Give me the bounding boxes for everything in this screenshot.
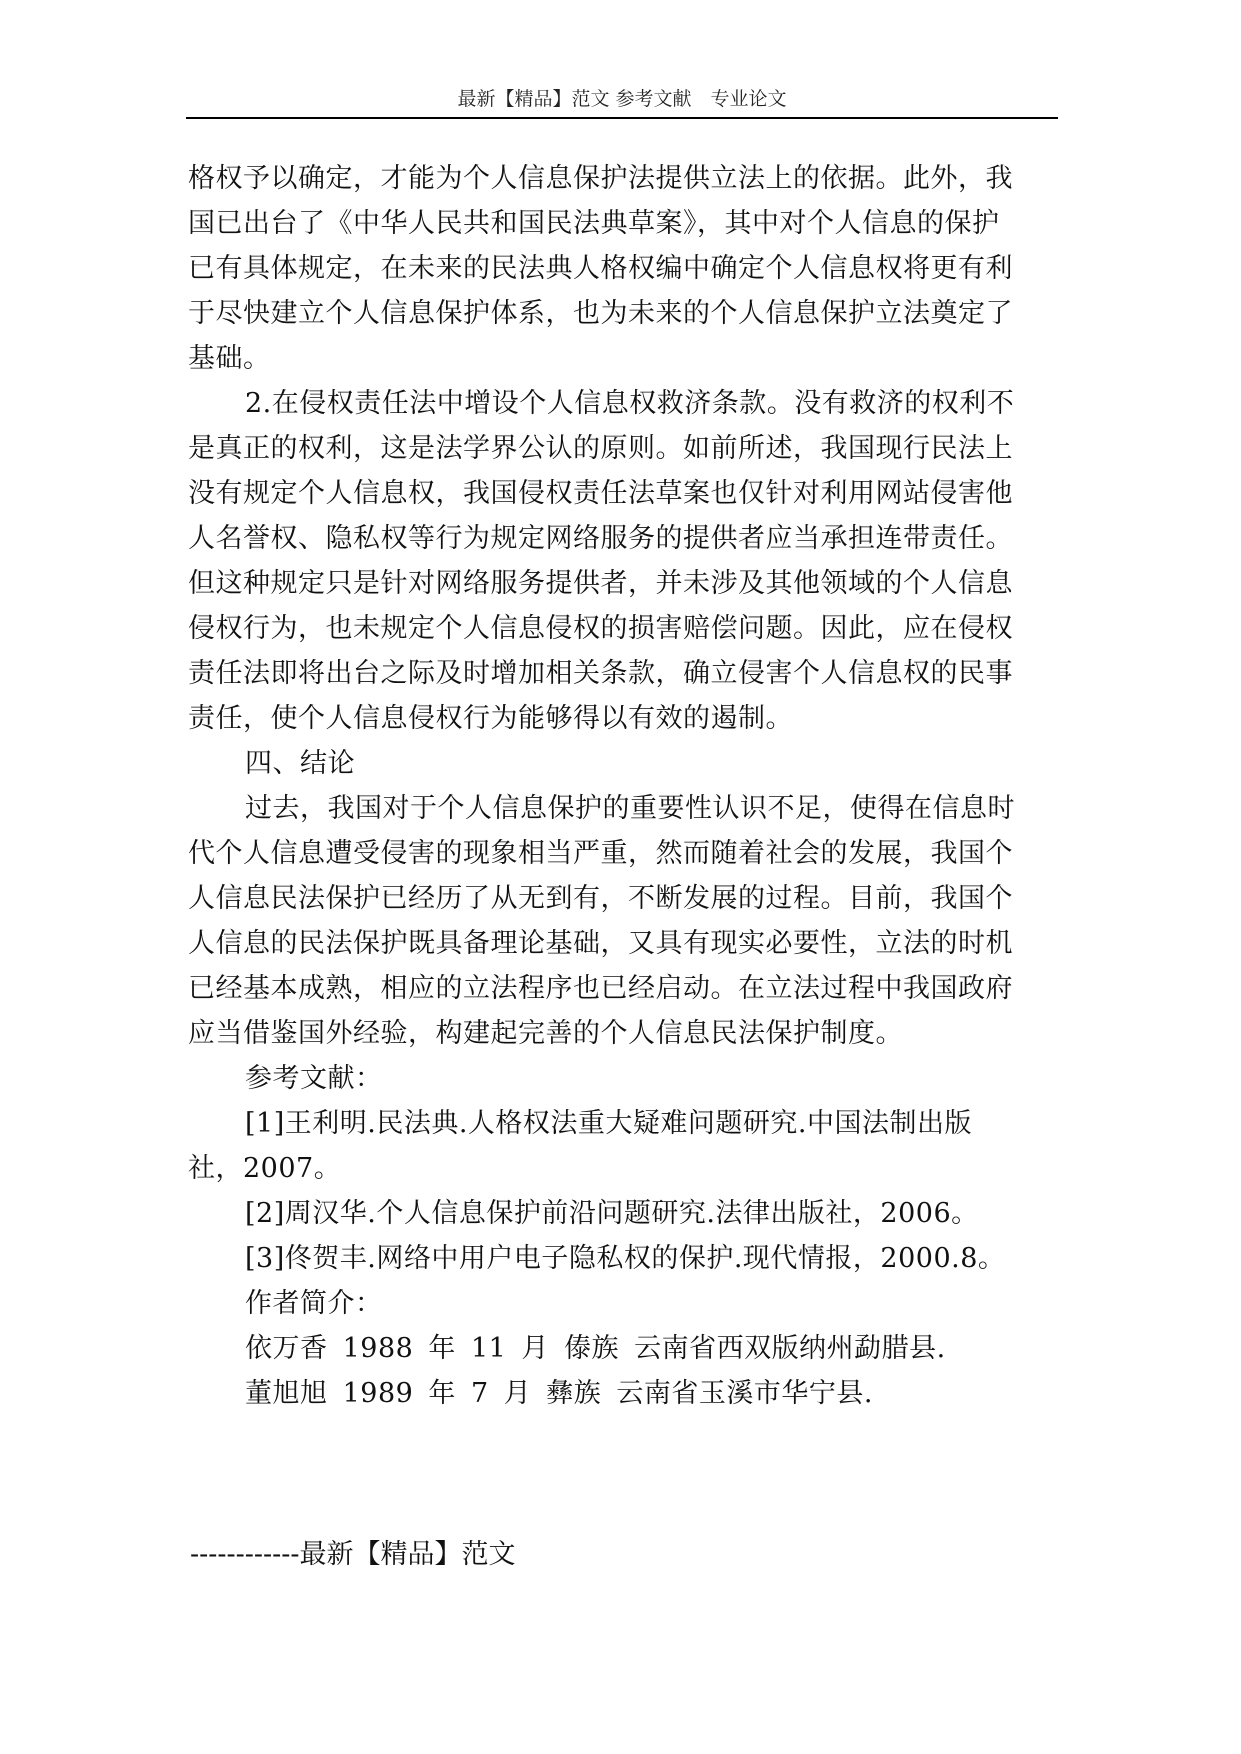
- text-line: 2.在侵权责任法中增设个人信息权救济条款。没有救济的权利不: [245, 388, 1015, 419]
- text-line: 已经基本成熟，相应的立法程序也已经启动。在立法过程中我国政府: [188, 973, 1013, 1004]
- page-footer: ------------最新【精品】范文: [190, 1539, 516, 1570]
- text-line: 国已出台了《中华人民共和国民法典草案》，其中对个人信息的保护: [188, 208, 1000, 239]
- author-intro-heading: 作者简介：: [245, 1288, 383, 1319]
- reference-item-3: [3]佟贺丰.网络中用户电子隐私权的保护.现代情报，2000.8。: [245, 1243, 1006, 1274]
- reference-item-2: [2]周汉华.个人信息保护前沿问题研究.法律出版社，2006。: [245, 1198, 979, 1229]
- text-line: 格权予以确定，才能为个人信息保护法提供立法上的依据。此外，我: [188, 163, 1013, 194]
- paragraph-personal-info-right: [188, 156, 1060, 381]
- text-line: 过去，我国对于个人信息保护的重要性认识不足，使得在信息时: [245, 793, 1015, 824]
- text-line: 于尽快建立个人信息保护体系，也为未来的个人信息保护立法奠定了: [188, 298, 1013, 329]
- text-line: 应当借鉴国外经验，构建起完善的个人信息民法保护制度。: [188, 1018, 903, 1049]
- author-bio-1: 依万香 1988 年 11 月 傣族 云南省西双版纳州勐腊县.: [245, 1333, 946, 1364]
- document-body: [188, 156, 1060, 1416]
- text-line: 没有规定个人信息权，我国侵权责任法草案也仅针对利用网站侵害他: [188, 478, 1013, 509]
- text-line: 人信息的民法保护既具备理论基础，又具有现实必要性，立法的时机: [188, 928, 1013, 959]
- text-line: 侵权行为，也未规定个人信息侵权的损害赔偿问题。因此，应在侵权: [188, 613, 1013, 644]
- text-line: [1]王利明.民法典.人格权法重大疑难问题研究.中国法制出版: [245, 1108, 972, 1139]
- paragraph-conclusion: [188, 786, 1060, 1056]
- text-line: 但这种规定只是针对网络服务提供者，并未涉及其他领域的个人信息: [188, 568, 1013, 599]
- reference-item-1: [188, 1101, 1060, 1191]
- section-heading-conclusion: 四、结论: [245, 748, 355, 779]
- text-line: 已有具体规定，在未来的民法典人格权编中确定个人信息权将更有利: [188, 253, 1013, 284]
- text-line: 基础。: [188, 343, 271, 374]
- header-divider: [186, 117, 1058, 119]
- text-line: 人名誉权、隐私权等行为规定网络服务的提供者应当承担连带责任。: [188, 523, 1013, 554]
- text-line: 责任，使个人信息侵权行为能够得以有效的遏制。: [188, 703, 793, 734]
- text-line: 代个人信息遭受侵害的现象相当严重，然而随着社会的发展，我国个: [188, 838, 1013, 869]
- paragraph-tort-law: [188, 381, 1060, 741]
- author-bio-2: 董旭旭 1989 年 7 月 彝族 云南省玉溪市华宁县.: [245, 1378, 873, 1409]
- text-line: 责任法即将出台之际及时增加相关条款，确立侵害个人信息权的民事: [188, 658, 1013, 689]
- text-line: 社，2007。: [188, 1153, 342, 1184]
- text-line: 人信息民法保护已经历了从无到有，不断发展的过程。目前，我国个: [188, 883, 1013, 914]
- text-line: 是真正的权利，这是法学界公认的原则。如前所述，我国现行民法上: [188, 433, 1013, 464]
- references-heading: 参考文献：: [245, 1063, 383, 1094]
- page-header: 最新【精品】范文 参考文献 专业论文: [457, 88, 787, 110]
